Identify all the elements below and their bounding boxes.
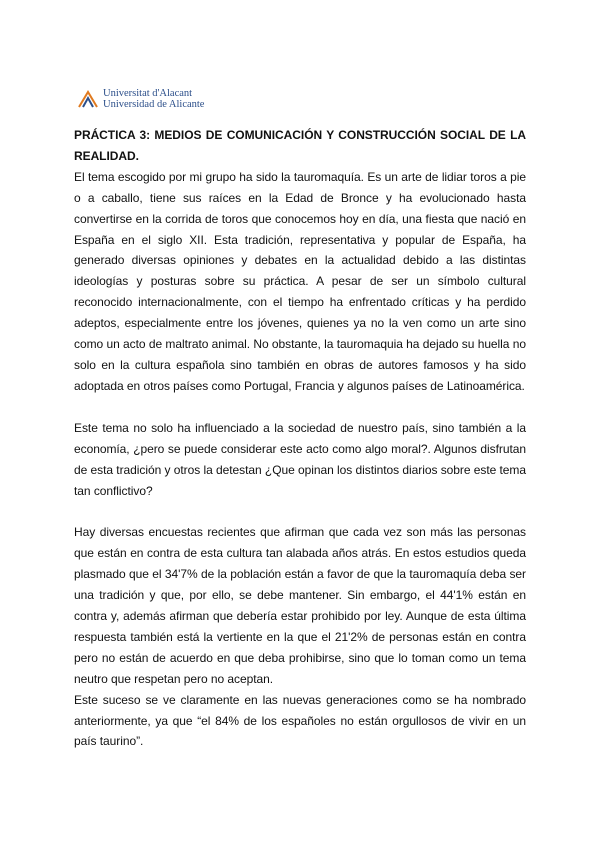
university-logo-text	[103, 88, 204, 110]
paragraph-surveys: Hay diversas encuestas recientes que afirman que cada vez son más las personas que están en contra de esta cultura tan alabada años atrás. En estos estudios queda plasmado que el 34'7% de la población están a favor de que la tauromaquía deba ser una tradición y que, por ello, se debe mantener. Sin embargo, el 44'1% están en contra y, además afirman que debería estar prohibido por ley. Aunque de esta última respuesta también está la vertiente en la que el 21'2% de personas están en contra pero no están de acuerdo en que deba prohibirse, sino que lo toman como un tema neutro que respetan pero no aceptan.	[74, 525, 526, 686]
paragraph-generations: Este suceso se ve claramente en las nuevas generaciones como se ha nombrado anteriormente, ya que “el 84% de los españoles no están orgullosos de vivir en un país taurino”.	[74, 692, 526, 749]
paragraph-gap	[74, 501, 526, 522]
paragraph-gap	[74, 397, 526, 418]
document-title: PRÁCTICA 3: MEDIOS DE COMUNICACIÓN Y CONSTRUCCIÓN SOCIAL DE LA REALIDAD.	[74, 128, 526, 163]
logo-line-1: Universitat d'Alacant	[103, 88, 193, 99]
university-logo	[77, 85, 217, 113]
logo-line-2: Universidad de Alicante	[103, 99, 205, 110]
paragraph-question: Este tema no solo ha influenciado a la sociedad de nuestro país, sino también a la economía, ¿pero se puede considerar este acto como algo moral?. Algunos disfrutan de esta tradición y otros la detestan ¿Que opinan los distintos diarios sobre este tema tan conflictivo?	[74, 420, 526, 498]
paragraph-intro: El tema escogido por mi grupo ha sido la tauromaquía. Es un arte de lidiar toros a pie o a caballo, tiene sus raíces en la Edad de Bronce y ha evolucionado hasta convertirse en la corrida de toros que conocemos hoy en día, una fiesta que nació en España en el siglo XII. Esta tradición, representativa y popular de España, ha generado diversas opiniones y debates en la actualidad debido a las distintas ideologías y posturas sobre su práctica. A pesar de ser un símbolo cultural reconocido internacionalmente, con el tiempo ha enfrentado críticas y ha perdido adeptos, especialmente entre los jóvenes, quienes ya no la ven como un arte sino como un acto de maltrato animal. No obstante, la tauromaquia ha dejado su huella no solo en la cultura española sino también en obras de autores famosos y ha sido adoptada en otros países como Portugal, Francia y algunos países de Latinoamérica.	[74, 169, 526, 393]
document-body	[74, 125, 526, 752]
university-logo-icon	[77, 88, 99, 110]
